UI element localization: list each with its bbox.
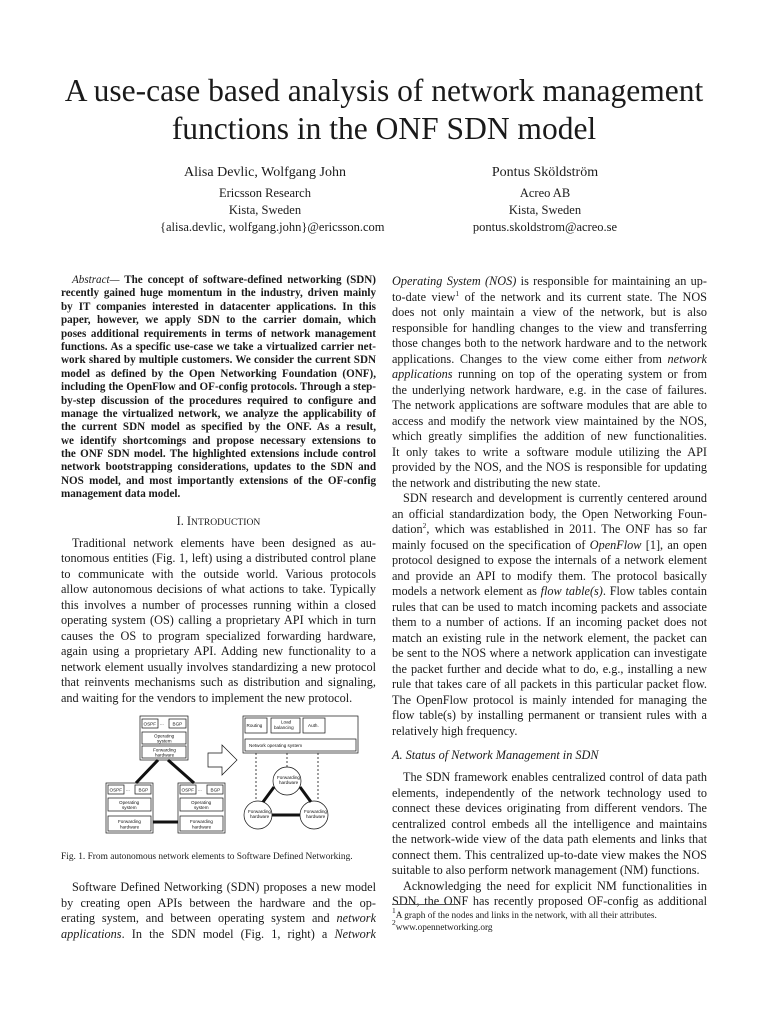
os-label: system [157, 738, 172, 744]
text-line: again using a proprietary API. Adding new functionality to a [61, 644, 376, 659]
title-line-2: functions in the ONF SDN model [171, 111, 597, 146]
text-line: network element usually involves standardizing a new protocol [61, 659, 376, 674]
text-line: centralized control embeds all the intelligence and maintains [392, 816, 707, 831]
ospf-label: OSPF [143, 721, 157, 727]
text-line [61, 927, 376, 943]
balancing-label: balancing [274, 725, 294, 730]
abstract-line: NOS model, and most importantly extensions of the OF-config [61, 474, 376, 487]
fw-label: hardware [120, 824, 140, 830]
text-line: connect these devices originating from different vendors. The [392, 801, 707, 815]
link [136, 760, 158, 783]
text-line: It only takes to write a software module utilizing the API [392, 444, 707, 459]
abstract-line: model as defined by the Open Networking Foundation (ONF), [61, 367, 376, 380]
text-line: that reinvents mechanisms such as distribution and signaling, [61, 675, 376, 690]
footnote-rule [392, 904, 458, 905]
os-label: system [122, 805, 137, 810]
section-heading-introduction [61, 514, 376, 530]
abstract-line: work shared by multiple customers. We consider the current SDN [61, 354, 376, 367]
text-line: The OpenFlow protocol is mainly intended for managing the [392, 692, 707, 707]
fw-label: Forwarding [153, 747, 176, 753]
text-line: connect them. This centralized up-to-date view makes the NOS [392, 847, 707, 862]
italic-term: OpenFlow [589, 537, 642, 552]
text-line: relatively high frequency. [392, 723, 518, 738]
figure-1-diagram [100, 713, 370, 838]
text-line: by creating open APIs between the hardware and the op- [61, 895, 376, 910]
abstract-text: The concept of software-defined networking (SDN) [124, 274, 376, 286]
italic-term: network [336, 911, 376, 925]
paragraph [392, 274, 707, 491]
abstract-line: we identify shortcomings and propose necessary extensions to [61, 434, 376, 447]
text-line: causes the OS to program specialized forwarding hardware, [61, 628, 376, 643]
text-line: to-date view$^1$ of the network and its current state. The NOS [392, 289, 707, 304]
abstract-line: manage the virtualized network, we analyze the applicability of [61, 407, 376, 420]
italic-term: network [667, 351, 707, 366]
text-line: the network and distributing the new state. [392, 475, 601, 490]
text-line: applications. Changes to the view come either from network [392, 351, 707, 366]
dots-label: ... [126, 787, 130, 792]
author-names: Alisa Devlic, Wolfgang John [184, 165, 346, 180]
text-line: SDN, the ONF has recently proposed OF-config as additional [392, 894, 707, 908]
fw-label: hardware [192, 824, 212, 830]
bgp-label: BGP [210, 787, 221, 793]
text-line: SDN research and development is currently centered around [403, 491, 707, 505]
load-label: Load [281, 719, 292, 725]
os-label: Operating [154, 733, 175, 739]
section-title-initial: I [186, 513, 192, 528]
text-line: which greatly simplifies the addition of new functionalities. [392, 429, 707, 443]
abstract-line: management data model. [61, 488, 181, 501]
abstract-line: by IT companies interested in datacenter applications. In this [61, 300, 376, 313]
abstract-line [61, 274, 376, 287]
text-line: be sent to the NOS where a network application can investigate [392, 646, 707, 660]
paper-title [40, 72, 728, 148]
ospf-label: OSPF [181, 787, 195, 793]
italic-term: Operating System (NOS) [392, 274, 517, 288]
text-line: the underlying network hardware, e.g. in the case of failures. [392, 382, 707, 397]
fw-label: hardware [279, 780, 299, 785]
fw-label: hardware [306, 814, 326, 819]
fw-label: hardware [250, 814, 270, 819]
author-block-acreo [440, 163, 650, 236]
text-line: Operating System (NOS) is responsible for maintaining an up- [392, 274, 707, 288]
footnote-text: A graph of the nodes and links in the network, with all their attributes. [395, 911, 657, 921]
dots-label: ... [160, 721, 164, 726]
text-line: responsible for handling changes to the view and transferring [392, 320, 707, 335]
text-line: operating system (OS) calling a proprietary API which in turn [61, 613, 376, 628]
text-line: models a network element as flow table(s). Flow tables contain [392, 584, 707, 598]
italic-term: applications [392, 367, 453, 381]
text-line: rules that can be used to match incoming packets and associate [392, 599, 707, 614]
abstract-line: including the OpenFlow and OF-config protocols. Through a step- [61, 381, 376, 394]
os-label: system [194, 805, 209, 810]
text-line: provided by the NOS, and the NOS is responsible for updating [392, 460, 707, 474]
link [168, 760, 194, 783]
abstract-line: functions. As a specific use-case we take a virtualized carrier net- [61, 340, 376, 353]
italic-term: applications [61, 926, 122, 941]
text-line: does not only maintain a view of the network, but is also [392, 305, 707, 319]
abstract-label: Abstract— [72, 274, 120, 286]
abstract-line: poses additional requirements in terms of network management [61, 327, 376, 340]
subsection-heading: A. Status of Network Management in SDN [392, 748, 599, 762]
text-line: Traditional network elements have been designed as au- [72, 535, 376, 550]
italic-term: Network [334, 926, 376, 941]
abstract [61, 274, 376, 502]
footnote-mark: 1 [455, 289, 460, 298]
fw-label: Forwarding [118, 819, 141, 824]
right-column [392, 274, 707, 910]
figure-caption: Fig. 1. From autonomous network elements to Software Defined Networking. [61, 852, 353, 862]
italic-term: flow table(s) [540, 584, 603, 598]
abstract-line: the current SDN model as specified by the ONF. As a result, [61, 421, 376, 434]
text-line: and provide an API to modify them. The protocol basically [392, 568, 707, 583]
transition-arrow [208, 745, 237, 775]
text-line: elements, independently of the network technology used to [392, 785, 707, 800]
fw-label: Forwarding [277, 775, 300, 780]
text-line: The network applications are software modules that are able to [392, 398, 707, 412]
footnote-2 [392, 918, 722, 934]
text-line: suitable to also perform network management (NM) functions. [392, 863, 700, 877]
abstract-line: the ONF SDN model. The highlighted extensions include control [61, 448, 376, 461]
section-title-rest: NTRODUCTION [191, 516, 261, 528]
nos-label: Network operating system [249, 743, 303, 748]
text-line: access and modify the network view maintained by the NOS, [392, 413, 707, 428]
bgp-label: BGP [172, 721, 183, 727]
paragraph [392, 491, 707, 739]
author-names: Pontus Sköldström [491, 165, 599, 180]
bgp-label: BGP [138, 787, 149, 793]
auth-label: Auth. [308, 723, 319, 728]
os-label: Operating [119, 800, 140, 805]
footnote-1 [392, 906, 722, 922]
text-line: Acknowledging the need for explicit NM functionalities in [403, 878, 707, 893]
author-block-ericsson [160, 163, 385, 236]
author-affiliation: Ericsson Research [219, 186, 311, 200]
text-segment: . In the SDN model (Fig. 1, right) a [121, 926, 328, 941]
text-line: to communicate with the outside world. Various protocols [61, 566, 376, 581]
author-affiliation: Acreo AB [519, 186, 571, 200]
footnote-mark: 1 [392, 906, 396, 915]
text-line: tonomous entities (Fig. 1, left) using a distributed control plane [61, 551, 376, 566]
author-email: pontus.skoldstrom@acreo.se [472, 220, 618, 234]
dots-label: ... [198, 787, 202, 792]
footnote-text: www.opennetworking.org [395, 923, 493, 933]
text-line [61, 911, 376, 927]
section-number: I. [176, 513, 184, 528]
text-line: this involves a number of processes running within a closed [61, 597, 376, 612]
text-line: an official standardization body, the Open Networking Foun- [392, 506, 707, 521]
abstract-line: by-step discussion of the procedures required to configure and [61, 394, 376, 407]
link [263, 787, 274, 802]
abstract-line: recently gained huge momentum in the industry, driven mainly [61, 287, 376, 300]
text-line: rule that takes care of all packets in this particular packet flow. [392, 677, 707, 691]
left-column-bottom [61, 880, 376, 942]
title-line-1: A use-case based analysis of network management [64, 73, 704, 108]
fw-label: Forwarding [190, 819, 213, 824]
paragraph [392, 770, 707, 879]
fw-label: Forwarding [304, 809, 327, 814]
intro-paragraph [61, 536, 376, 707]
text-line: the network-wide view of the data path elements and links that [392, 832, 707, 846]
footnotes [392, 906, 722, 934]
fw-label: hardware [155, 752, 175, 758]
ospf-label: OSPF [109, 787, 123, 793]
text-segment: erating system, and between operating system and [61, 911, 330, 925]
routing-label: Routing [246, 723, 263, 728]
footnote-mark: 2 [422, 522, 427, 530]
fw-label: Forwarding [248, 809, 271, 814]
link [300, 787, 311, 802]
author-location: Kista, Sweden [508, 203, 582, 217]
text-line: and waiting for the vendors to implement the new protocol. [61, 690, 353, 705]
text-line: dation$^2$, which was established in 2011. The ONF has so far [392, 522, 707, 536]
author-email: {alisa.devlic, wolfgang.john}@ericsson.com [160, 220, 385, 234]
os-label: Operating [191, 800, 212, 805]
text-line: mainly focused on the specification of OpenFlow [1], an open [392, 537, 707, 552]
abstract-line: paper, however, we apply SDN to the carrier domain, which [61, 314, 376, 327]
text-line: those changes both to the network hardware and to the network [392, 336, 707, 350]
text-line: The SDN framework enables centralized control of data path [403, 770, 707, 784]
text-line: applications running on top of the operating system or from [392, 367, 707, 381]
abstract-line: network bootstrapping considerations, updates to the SDN and [61, 461, 376, 474]
text-line: Software Defined Networking (SDN) proposes a new model [72, 880, 376, 894]
text-line: flow table(s) by installing permanent or transient rules with a [392, 708, 707, 722]
text-line: allow autonomous decisions of what actions to take. Typically [61, 582, 376, 597]
text-line: them to a number of actions. If an incoming packet does not [392, 615, 707, 629]
text-line: the packet further and decide what to do, e.g., installing a new [392, 661, 707, 676]
left-column [61, 274, 376, 706]
text-line: protocol designed to expose the internals of a network element [392, 553, 707, 567]
text-line: match an existing rule in the network element, the packet can [392, 630, 707, 645]
footnote-mark: 2 [392, 918, 396, 927]
author-location: Kista, Sweden [228, 203, 302, 217]
